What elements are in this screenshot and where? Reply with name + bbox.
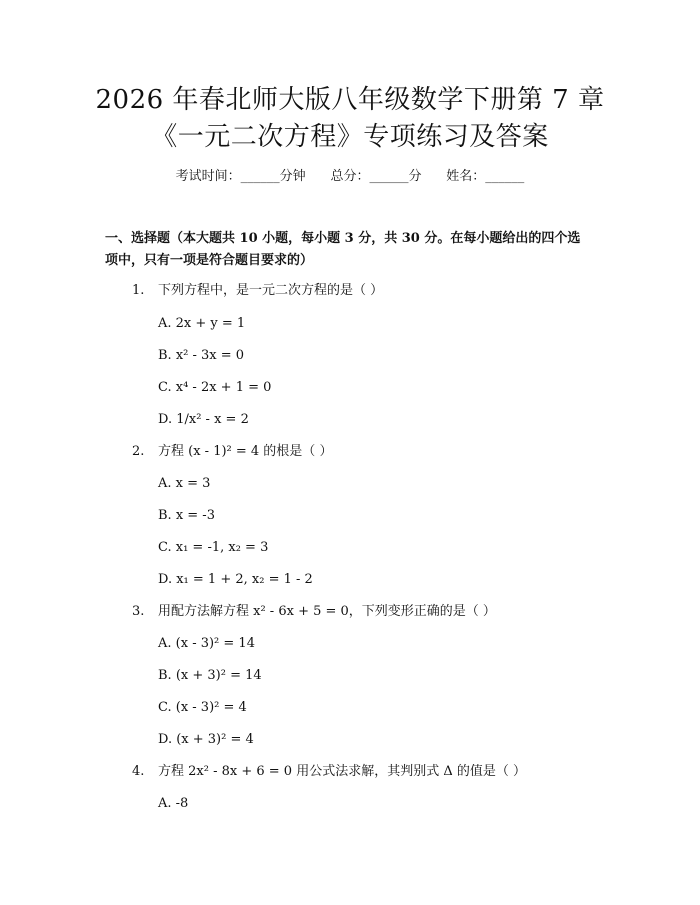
option-d: D. (x + 3)² = 4	[158, 732, 254, 747]
question-text: 方程 (x - 1)² = 4 的根是（ ）	[158, 444, 333, 459]
total-score-label: 总分：______分	[330, 169, 422, 184]
question-number: 2.	[132, 444, 145, 459]
section-heading-line1: 一、选择题（本大题共 10 小题，每小题 3 分，共 30 分。在每小题给出的四个选	[105, 231, 581, 246]
option-a: A. x = 3	[158, 476, 211, 491]
option-a: A. (x - 3)² = 14	[158, 636, 255, 651]
option-b: B. (x + 3)² = 14	[158, 668, 262, 683]
option-d: D. x₁ = 1 + 2, x₂ = 1 - 2	[158, 572, 313, 587]
option-c: C. (x - 3)² = 4	[158, 700, 247, 715]
exam-time-label: 考试时间：______分钟	[175, 169, 306, 184]
option-b: B. x = -3	[158, 508, 215, 523]
question-number: 4.	[132, 764, 145, 779]
exam-title-line1: 2026 年春北师大版八年级数学下册第 7 章	[95, 85, 605, 115]
question-text: 方程 2x² - 8x + 6 = 0 用公式法求解，其判别式 Δ 的值是（ ）	[158, 764, 526, 779]
question-text: 用配方法解方程 x² - 6x + 5 = 0，下列变形正确的是（ ）	[158, 604, 496, 619]
option-a: A. 2x + y = 1	[158, 316, 246, 331]
exam-title-line2: 《一元二次方程》专项练习及答案	[151, 122, 549, 152]
student-name-label: 姓名：______	[446, 169, 525, 184]
option-b: B. x² - 3x = 0	[158, 348, 245, 363]
question-number: 3.	[132, 604, 145, 619]
option-c: C. x₁ = -1, x₂ = 3	[158, 540, 269, 555]
exam-meta	[0, 168, 700, 186]
section-heading-line2: 项中，只有一项是符合题目要求的）	[105, 253, 314, 268]
option-d: D. 1/x² - x = 2	[158, 412, 249, 427]
option-a: A. -8	[158, 796, 189, 811]
question-number: 1.	[132, 283, 145, 298]
question-text: 下列方程中，是一元二次方程的是（ ）	[158, 283, 384, 298]
option-c: C. x⁴ - 2x + 1 = 0	[158, 380, 272, 395]
